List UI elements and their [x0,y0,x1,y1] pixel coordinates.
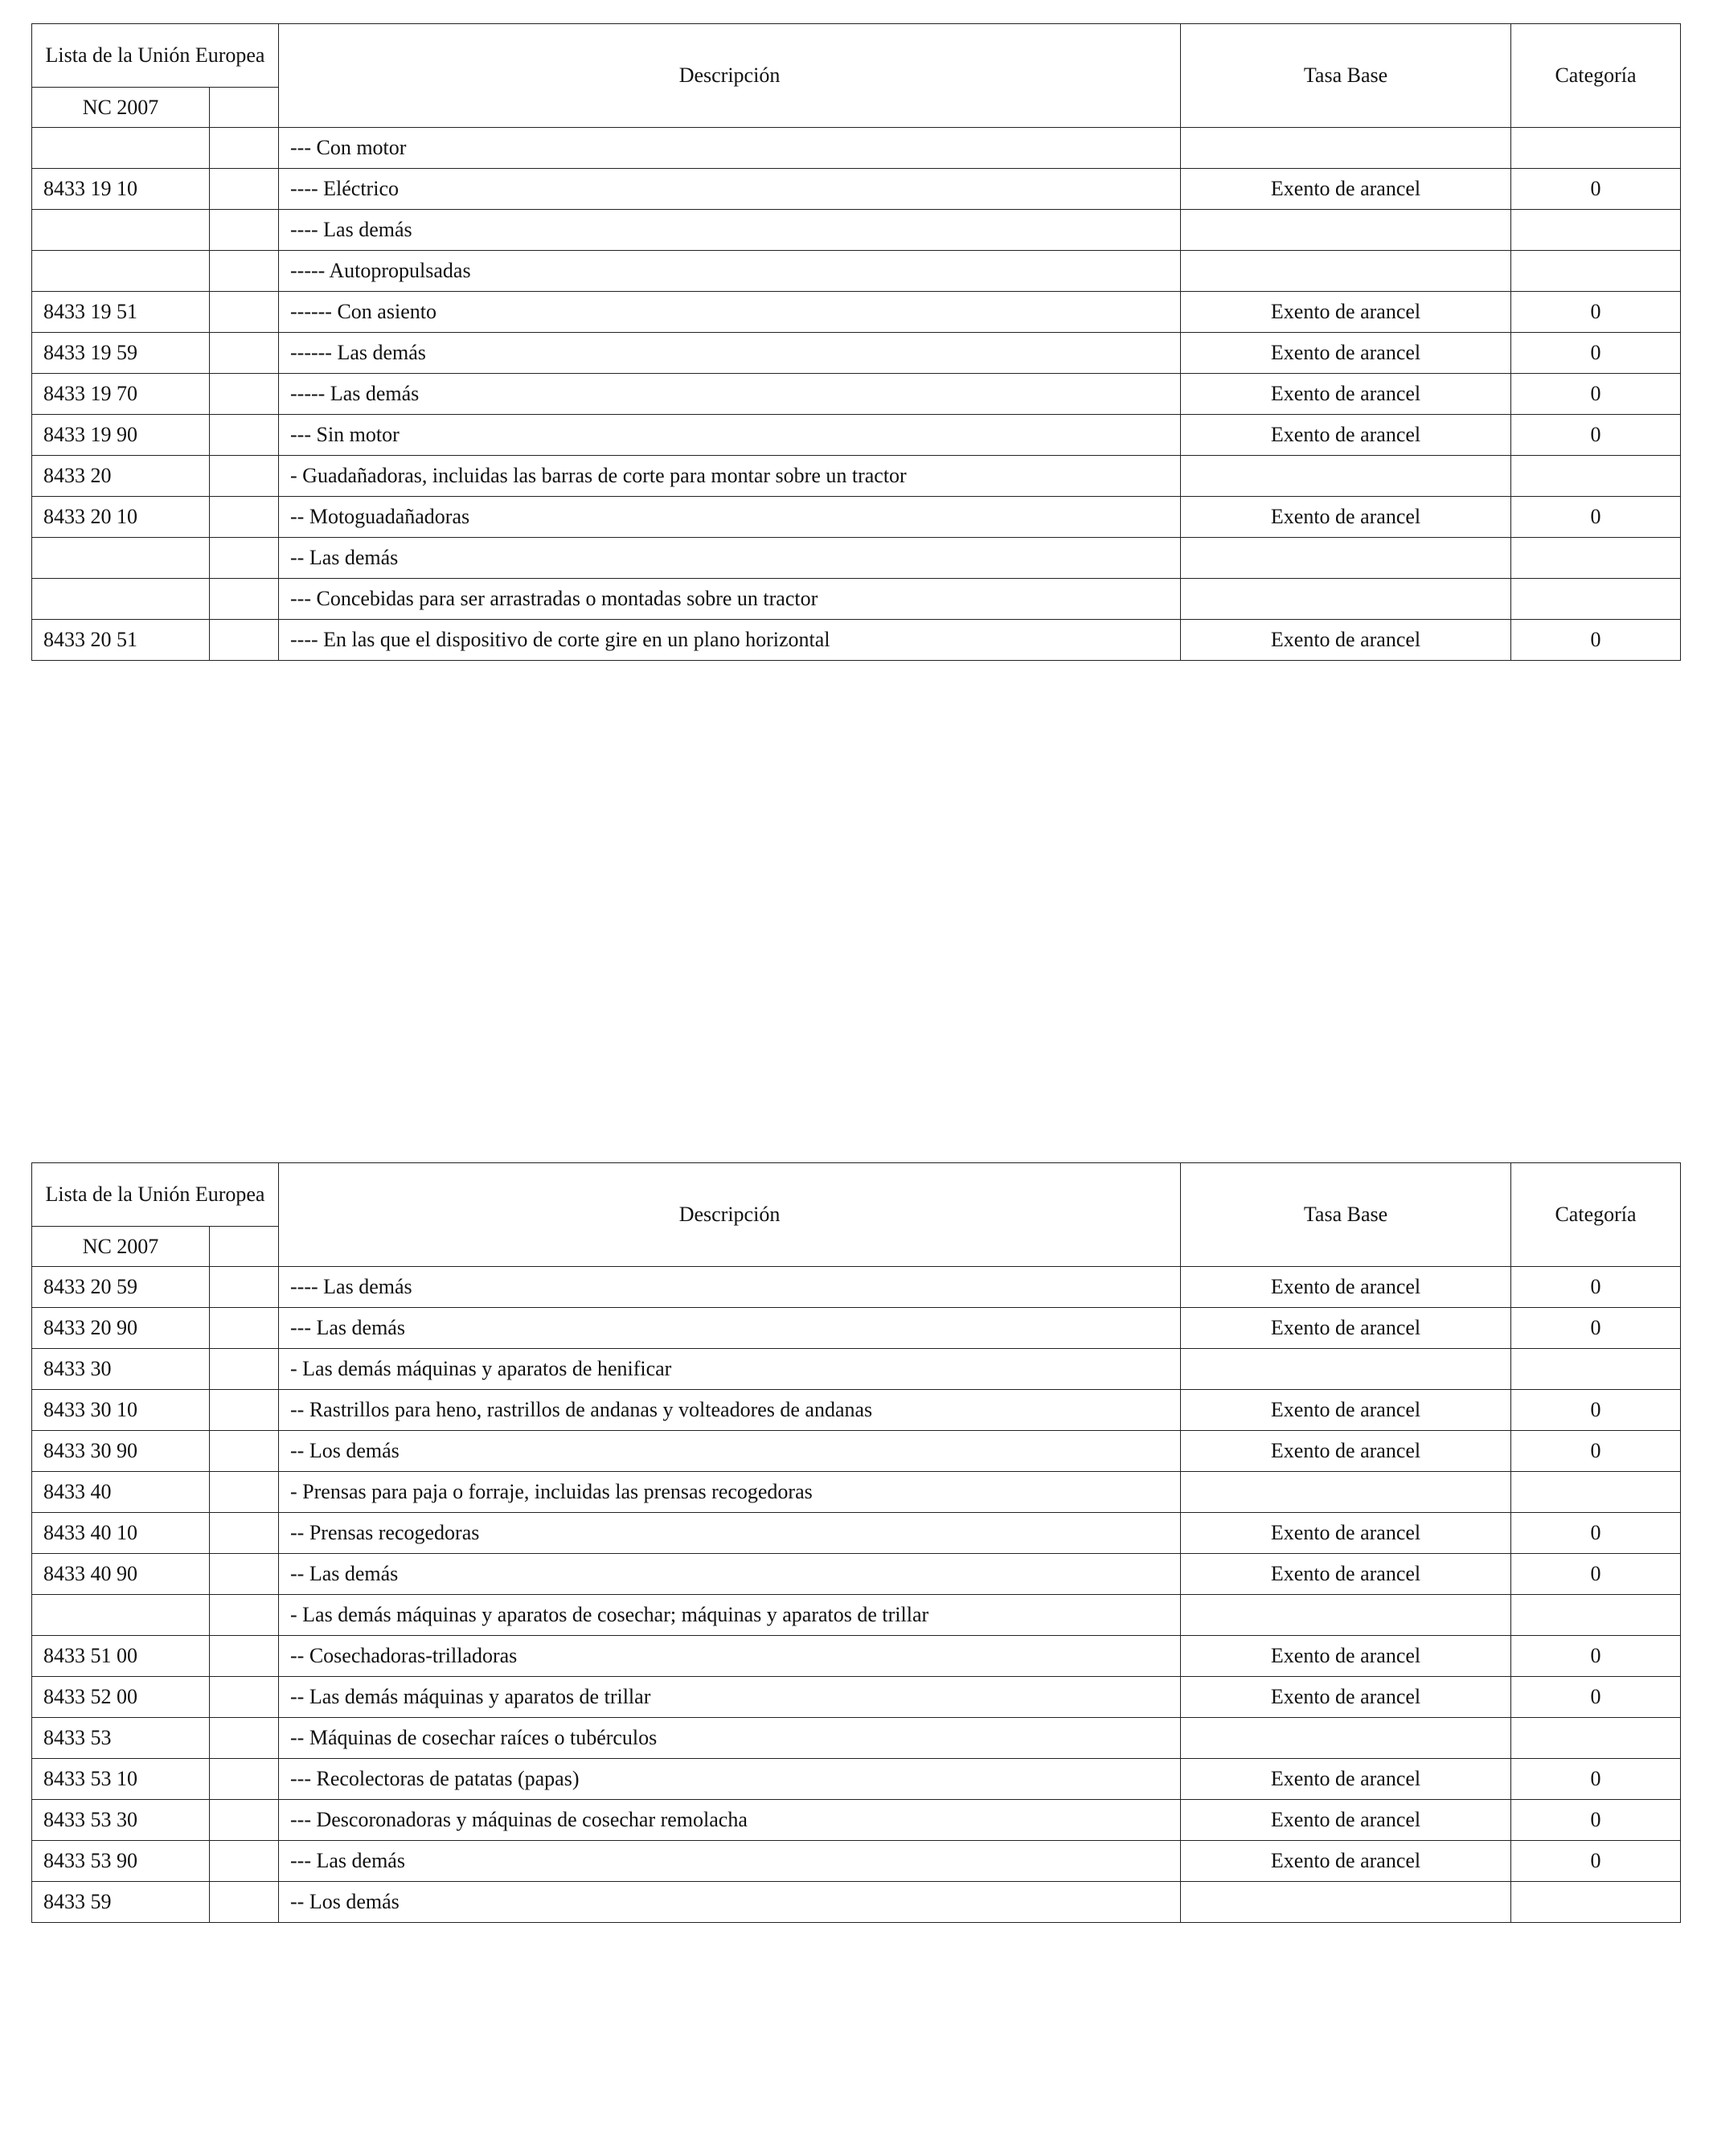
header-list-cell: Lista de la Unión Europea [32,24,279,88]
header-nc-2007: NC 2007 [32,1227,210,1267]
description-cell: -- Los demás [279,1431,1181,1472]
empty-cell [210,620,279,661]
nc-code-cell: 8433 51 00 [32,1636,210,1677]
base-rate-cell [1181,210,1511,251]
empty-cell [210,415,279,456]
description-cell: --- Sin motor [279,415,1181,456]
category-cell [1511,538,1681,579]
description-cell: ------ Con asiento [279,292,1181,333]
header-nc-2007: NC 2007 [32,88,210,128]
nc-code-cell: 8433 30 [32,1349,210,1390]
nc-code-cell: 8433 19 51 [32,292,210,333]
category-cell [1511,456,1681,497]
nc-code-cell: 8433 59 [32,1882,210,1923]
tariff-table-2 [31,1162,1681,1923]
table-row [32,538,1681,579]
header-list-cell: Lista de la Unión Europea [32,1163,279,1227]
description-cell: --- Con motor [279,128,1181,169]
empty-cell [210,1677,279,1718]
category-cell [1511,1349,1681,1390]
base-rate-cell [1181,1472,1511,1513]
nc-code-cell [32,210,210,251]
table-row [32,497,1681,538]
base-rate-cell [1181,128,1511,169]
empty-cell [210,1882,279,1923]
description-cell: ---- Las demás [279,1267,1181,1308]
base-rate-cell: Exento de arancel [1181,620,1511,661]
base-rate-cell [1181,1595,1511,1636]
tariff-table-1 [31,23,1681,661]
category-cell [1511,210,1681,251]
nc-code-cell: 8433 20 10 [32,497,210,538]
empty-cell [210,1759,279,1800]
description-cell: -- Cosechadoras-trilladoras [279,1636,1181,1677]
nc-code-cell: 8433 53 90 [32,1841,210,1882]
empty-cell [210,1267,279,1308]
category-cell: 0 [1511,1554,1681,1595]
table-body [32,1267,1681,1923]
table-row [32,579,1681,620]
empty-cell [210,1595,279,1636]
description-cell: -- Las demás [279,1554,1181,1595]
category-cell: 0 [1511,1308,1681,1349]
category-cell: 0 [1511,169,1681,210]
table-body [32,128,1681,661]
table-row [32,1841,1681,1882]
description-cell: - Las demás máquinas y aparatos de henificar [279,1349,1181,1390]
empty-cell [210,374,279,415]
nc-code-cell: 8433 20 51 [32,620,210,661]
category-cell: 0 [1511,415,1681,456]
table-row [32,1800,1681,1841]
header-description: Descripción [279,24,1181,128]
base-rate-cell: Exento de arancel [1181,333,1511,374]
table-row [32,1882,1681,1923]
table-row [32,620,1681,661]
empty-cell [210,1513,279,1554]
table-row [32,374,1681,415]
category-cell [1511,1882,1681,1923]
base-rate-cell [1181,1882,1511,1923]
empty-cell [210,538,279,579]
empty-cell [210,251,279,292]
description-cell: ----- Autopropulsadas [279,251,1181,292]
category-cell [1511,128,1681,169]
category-cell: 0 [1511,1636,1681,1677]
description-cell: --- Concebidas para ser arrastradas o montadas sobre un tractor [279,579,1181,620]
base-rate-cell [1181,538,1511,579]
description-cell: ------ Las demás [279,333,1181,374]
description-cell: -- Prensas recogedoras [279,1513,1181,1554]
category-cell: 0 [1511,1431,1681,1472]
description-cell: -- Máquinas de cosechar raíces o tubérculos [279,1718,1181,1759]
category-cell: 0 [1511,333,1681,374]
table-row [32,1718,1681,1759]
description-cell: - Prensas para paja o forraje, incluidas las prensas recogedoras [279,1472,1181,1513]
empty-cell [210,1390,279,1431]
nc-code-cell: 8433 53 [32,1718,210,1759]
description-cell: --- Las demás [279,1841,1181,1882]
empty-cell [210,1431,279,1472]
nc-code-cell: 8433 30 10 [32,1390,210,1431]
empty-cell [210,456,279,497]
table-row [32,169,1681,210]
base-rate-cell: Exento de arancel [1181,374,1511,415]
category-cell: 0 [1511,1841,1681,1882]
table-row [32,1554,1681,1595]
base-rate-cell: Exento de arancel [1181,1677,1511,1718]
nc-code-cell [32,251,210,292]
base-rate-cell: Exento de arancel [1181,1390,1511,1431]
description-cell: -- Rastrillos para heno, rastrillos de andanas y volteadores de andanas [279,1390,1181,1431]
nc-code-cell [32,538,210,579]
base-rate-cell: Exento de arancel [1181,292,1511,333]
nc-code-cell: 8433 53 30 [32,1800,210,1841]
base-rate-cell [1181,1349,1511,1390]
table-row [32,333,1681,374]
header-base-rate: Tasa Base [1181,1163,1511,1267]
table-row [32,1349,1681,1390]
description-cell: --- Descoronadoras y máquinas de cosechar remolacha [279,1800,1181,1841]
category-cell: 0 [1511,1267,1681,1308]
table-row [32,1390,1681,1431]
table-row [32,456,1681,497]
base-rate-cell: Exento de arancel [1181,415,1511,456]
category-cell: 0 [1511,1390,1681,1431]
nc-code-cell: 8433 20 90 [32,1308,210,1349]
description-cell: --- Las demás [279,1308,1181,1349]
category-cell: 0 [1511,620,1681,661]
category-cell: 0 [1511,1759,1681,1800]
empty-cell [210,1308,279,1349]
category-cell [1511,1595,1681,1636]
nc-code-cell: 8433 19 70 [32,374,210,415]
header-empty-cell [210,88,279,128]
empty-cell [210,1841,279,1882]
table-row [32,292,1681,333]
table-row [32,128,1681,169]
table-row [32,1431,1681,1472]
empty-cell [210,128,279,169]
empty-cell [210,210,279,251]
category-cell [1511,1718,1681,1759]
category-cell: 0 [1511,1513,1681,1554]
description-cell: - Las demás máquinas y aparatos de cosechar; máquinas y aparatos de trillar [279,1595,1181,1636]
table-row [32,1677,1681,1718]
nc-code-cell: 8433 20 59 [32,1267,210,1308]
base-rate-cell: Exento de arancel [1181,1267,1511,1308]
description-cell: -- Motoguadañadoras [279,497,1181,538]
base-rate-cell: Exento de arancel [1181,1513,1511,1554]
table-row [32,1472,1681,1513]
nc-code-cell [32,1595,210,1636]
nc-code-cell [32,128,210,169]
base-rate-cell [1181,579,1511,620]
description-cell: -- Las demás máquinas y aparatos de trillar [279,1677,1181,1718]
empty-cell [210,497,279,538]
empty-cell [210,1349,279,1390]
base-rate-cell: Exento de arancel [1181,1636,1511,1677]
description-cell: ---- En las que el dispositivo de corte gire en un plano horizontal [279,620,1181,661]
category-cell: 0 [1511,292,1681,333]
header-category: Categoría [1511,24,1681,128]
empty-cell [210,1636,279,1677]
nc-code-cell: 8433 40 90 [32,1554,210,1595]
table-row [32,1267,1681,1308]
base-rate-cell: Exento de arancel [1181,1431,1511,1472]
category-cell: 0 [1511,1677,1681,1718]
nc-code-cell: 8433 52 00 [32,1677,210,1718]
base-rate-cell: Exento de arancel [1181,497,1511,538]
nc-code-cell [32,579,210,620]
header-description: Descripción [279,1163,1181,1267]
table-row [32,1513,1681,1554]
category-cell: 0 [1511,374,1681,415]
table-row [32,1759,1681,1800]
base-rate-cell: Exento de arancel [1181,1841,1511,1882]
base-rate-cell: Exento de arancel [1181,1308,1511,1349]
base-rate-cell [1181,1718,1511,1759]
category-cell: 0 [1511,1800,1681,1841]
empty-cell [210,333,279,374]
table-row [32,251,1681,292]
base-rate-cell [1181,456,1511,497]
category-cell: 0 [1511,497,1681,538]
table-row [32,1595,1681,1636]
description-cell: --- Recolectoras de patatas (papas) [279,1759,1181,1800]
table-row [32,1636,1681,1677]
description-cell: -- Los demás [279,1882,1181,1923]
description-cell: -- Las demás [279,538,1181,579]
header-category: Categoría [1511,1163,1681,1267]
nc-code-cell: 8433 30 90 [32,1431,210,1472]
base-rate-cell: Exento de arancel [1181,1554,1511,1595]
nc-code-cell: 8433 19 10 [32,169,210,210]
nc-code-cell: 8433 40 10 [32,1513,210,1554]
nc-code-cell: 8433 19 59 [32,333,210,374]
empty-cell [210,292,279,333]
description-cell: - Guadañadoras, incluidas las barras de corte para montar sobre un tractor [279,456,1181,497]
base-rate-cell [1181,251,1511,292]
header-base-rate: Tasa Base [1181,24,1511,128]
category-cell [1511,579,1681,620]
empty-cell [210,1472,279,1513]
category-cell [1511,251,1681,292]
header-empty-cell [210,1227,279,1267]
description-cell: ---- Eléctrico [279,169,1181,210]
nc-code-cell: 8433 40 [32,1472,210,1513]
base-rate-cell: Exento de arancel [1181,169,1511,210]
table-row [32,210,1681,251]
empty-cell [210,1554,279,1595]
empty-cell [210,169,279,210]
empty-cell [210,1800,279,1841]
description-cell: ---- Las demás [279,210,1181,251]
empty-cell [210,1718,279,1759]
nc-code-cell: 8433 53 10 [32,1759,210,1800]
base-rate-cell: Exento de arancel [1181,1800,1511,1841]
nc-code-cell: 8433 19 90 [32,415,210,456]
table-row [32,1308,1681,1349]
nc-code-cell: 8433 20 [32,456,210,497]
description-cell: ----- Las demás [279,374,1181,415]
base-rate-cell: Exento de arancel [1181,1759,1511,1800]
category-cell [1511,1472,1681,1513]
empty-cell [210,579,279,620]
table-row [32,415,1681,456]
